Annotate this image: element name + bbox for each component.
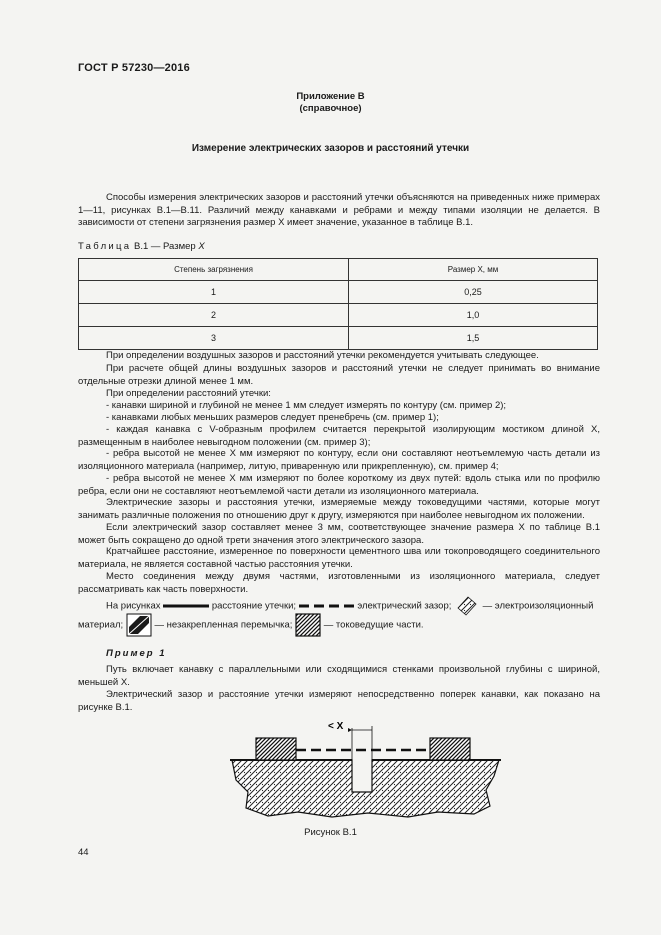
table-cell: 1,0	[349, 304, 598, 327]
paragraph-p2: При расчете общей длины воздушных зазоров и расстояний утечки не следует принимать во внимание отдельные отрезки длиной менее 1 мм.	[78, 363, 600, 387]
table-caption-rest: В.1 — Размер	[131, 241, 199, 252]
legend-on-figures: На рисунках	[106, 600, 161, 612]
standard-header: ГОСТ Р 57230—2016	[78, 62, 190, 74]
paragraph-p1: При определении воздушных зазоров и расстояний утечки рекомендуется учитывать следующее.	[106, 350, 539, 361]
paragraph-p6: Кратчайшее расстояние, измеренное по поверхности цементного шва или токопроводящего соединительного материала, не является составной частью расстояния утечки.	[78, 546, 600, 570]
figure-caption: Рисунок В.1	[304, 827, 357, 838]
table-caption-var: X	[198, 241, 205, 252]
annex-note: (справочное)	[299, 103, 362, 114]
paragraph-p3: При определении расстояний утечки:	[106, 388, 271, 399]
legend-insulating: — электроизоляционный	[482, 600, 594, 612]
table-row	[79, 281, 598, 304]
table-cell: 2	[79, 304, 349, 327]
loose-jumper-icon	[126, 613, 152, 637]
paragraph-p4: Электрические зазоры и расстояния утечки, измеряемые между токоведущими частями, которые могут занимать различные положения по отношению друг к другу, измеряются при наиболее невыгодном их положении.	[78, 497, 600, 521]
example-heading: Пример 1	[106, 648, 167, 659]
bullet-1: - канавки шириной и глубиной не менее 1 мм следует измерять по контуру (см. пример 2);	[106, 400, 507, 411]
table-header-size: Размер X, мм	[349, 259, 598, 281]
table-cell: 3	[79, 327, 349, 350]
paragraph-p7: Место соединения между двумя частями, изготовленными из изоляционного материала, следует рассматривать как часть поверхности.	[78, 571, 600, 595]
legend-live: — токоведущие части.	[323, 619, 424, 631]
bullet-4: - ребра высотой не менее X мм измеряют по контуру, если они составляют неотъемлемую часть детали из изоляционного материала (например, литую, приваренную или прикрепленную), см. пример 4;	[78, 448, 600, 472]
annex-title: Приложение В	[296, 91, 365, 102]
figure-b1	[228, 720, 503, 820]
page-title: Измерение электрических зазоров и расстояний утечки	[191, 143, 470, 154]
legend-creepage: расстояние утечки;	[211, 600, 297, 612]
annex-heading	[0, 91, 661, 115]
example-text-2: Электрический зазор и расстояние утечки измеряют непосредственно поперек канавки, как показано на рисунке В.1.	[78, 689, 600, 713]
insulating-body	[232, 760, 499, 817]
legend-material: материал;	[78, 619, 124, 631]
table-header-pollution: Степень загрязнения	[79, 259, 349, 281]
table-cell: 1	[79, 281, 349, 304]
live-parts-icon	[295, 613, 321, 637]
clearance-dashed-line-icon	[299, 602, 355, 610]
intro-paragraph: Способы измерения электрических зазоров и расстояний утечки объясняются на приведенных ниже примерах 1—11, рисунках В.1—В.11. Различий между канавками и ребрами и между типами изоляции не делается. В зависимости от степени загрязнения размер X имеет значение, указанное в таблице В.1.	[78, 192, 600, 228]
table-cell: 1,5	[349, 327, 598, 350]
bullet-3: - каждая канавка с V-образным профилем считается перекрытой изолирующим мостиком длиной X, размещенным в наиболее невыгодном положении (см. пример 3);	[78, 424, 600, 448]
bullet-2: - канавками любых меньших размеров следует пренебречь (см. пример 1);	[106, 412, 439, 423]
legend-jumper: — незакрепленная перемычка;	[154, 619, 293, 631]
table-row	[79, 327, 598, 350]
bullet-5: - ребра высотой не менее X мм измеряют по более короткому из двух путей: вдоль стыка или по профилю ребра, если они не составляют неотъемлемой части детали из изоляционного материала.	[78, 473, 600, 497]
paragraph-p5: Если электрический зазор составляет менее 3 мм, соответствующее значение размера X по таблице В.1 может быть сокращено до одной трети значения этого электрического зазора.	[78, 522, 600, 546]
table-cell: 0,25	[349, 281, 598, 304]
example-text-1: Путь включает канавку с параллельными или сходящимися стенками произвольной глубины с шириной, меньшей X.	[78, 664, 600, 688]
live-part-left	[256, 738, 296, 760]
legend-line-2	[78, 613, 598, 637]
table-caption	[78, 241, 205, 252]
dim-arrowhead	[348, 728, 352, 732]
size-table	[78, 258, 598, 350]
page-number: 44	[78, 847, 89, 858]
creepage-line-icon	[163, 602, 209, 610]
table-row	[79, 304, 598, 327]
live-part-right	[430, 738, 470, 760]
dim-label: < X	[328, 721, 344, 732]
table-caption-prefix: Таблица	[78, 241, 132, 252]
legend-clearance: электрический зазор;	[357, 600, 452, 612]
